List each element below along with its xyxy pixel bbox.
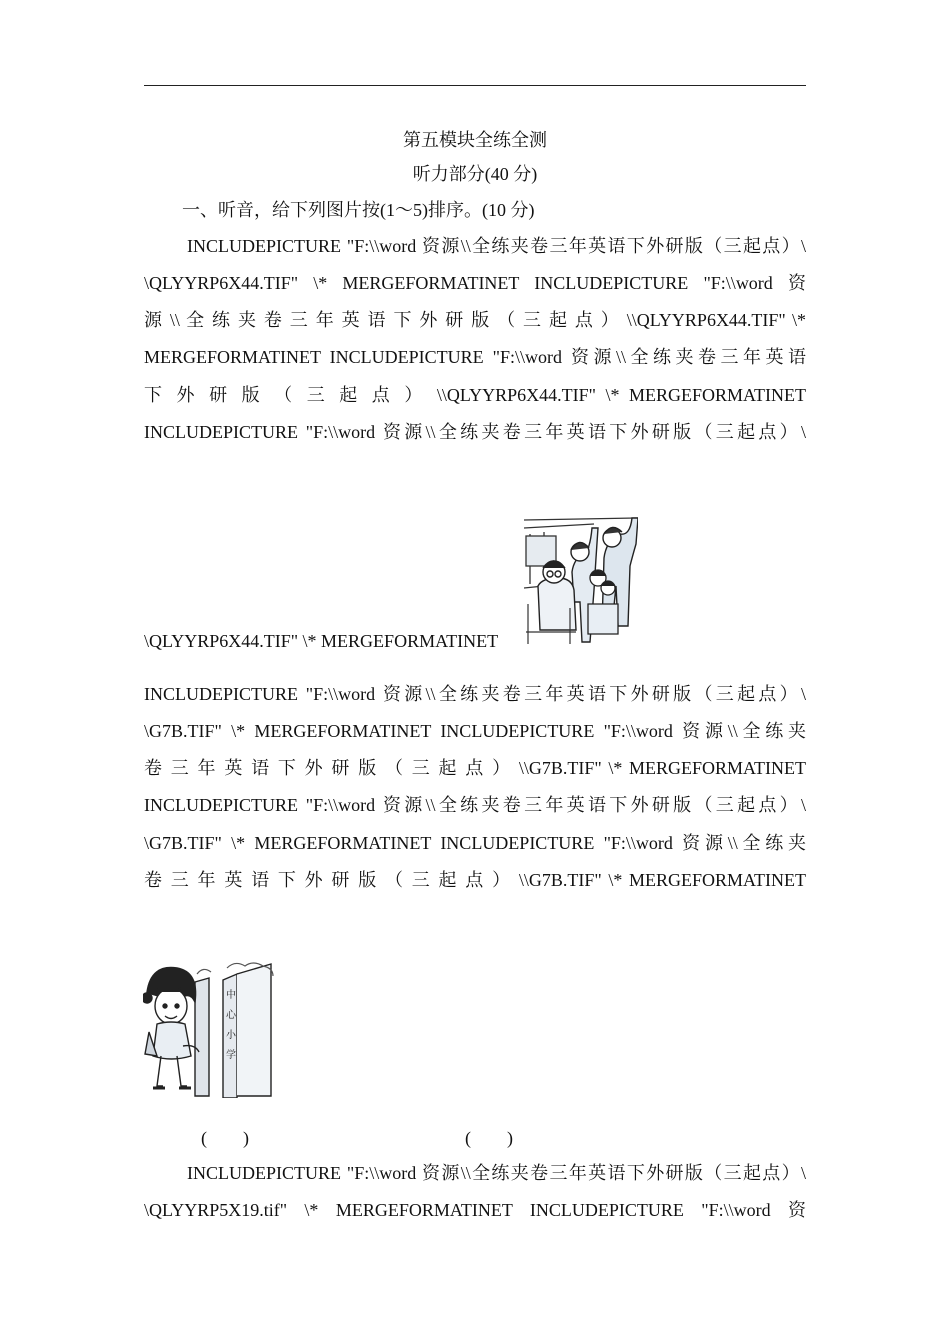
section-title: 听力部分(40 分) <box>412 164 538 184</box>
gate-sign-char: 学 <box>226 1050 236 1061</box>
page-title: 第五模块全练全测 <box>403 130 547 150</box>
text-line: INCLUDEPICTURE "F:\\word 资源\\全练夹卷三年英语下外研版（三起点）\ <box>144 684 806 704</box>
text-line: 卷 三 年 英 语 下 外 研 版 （ 三 起 点 ） \\G7B.TIF" \* MERGEFORMATINET <box>144 870 806 890</box>
text-line: MERGEFORMATINET INCLUDEPICTURE "F:\\word 资源\\全练夹卷三年英语 <box>144 347 806 367</box>
girl-school-gate-illustration <box>143 962 275 1098</box>
text-line: \QLYYRP5X19.tif" \* MERGEFORMATINET INCLUDEPICTURE "F:\\word 资 <box>144 1200 806 1220</box>
text-line: INCLUDEPICTURE "F:\\word 资源\\全练夹卷三年英语下外研版（三起点）\ <box>187 236 806 256</box>
text-line: INCLUDEPICTURE "F:\\word 资源\\全练夹卷三年英语下外研版（三起点）\ <box>144 795 806 815</box>
gate-sign-char: 中 <box>226 990 236 1001</box>
text-line: \G7B.TIF" \* MERGEFORMATINET INCLUDEPICTURE "F:\\word 资源\\全练夹 <box>144 721 806 741</box>
text-line: \QLYYRP6X44.TIF" \* MERGEFORMATINET <box>144 631 499 651</box>
answer-blank[interactable]: ( ) <box>201 1128 249 1148</box>
text-line: \G7B.TIF" \* MERGEFORMATINET INCLUDEPICTURE "F:\\word 资源\\全练夹 <box>144 833 806 853</box>
text-line: \QLYYRP6X44.TIF" \* MERGEFORMATINET INCLUDEPICTURE "F:\\word 资 <box>144 273 806 293</box>
header-rule <box>144 85 806 86</box>
text-line: 下 外 研 版 （ 三 起 点 ） \\QLYYRP6X44.TIF" \* MERGEFORMATINET <box>144 385 806 405</box>
text-line: INCLUDEPICTURE "F:\\word 资源\\全练夹卷三年英语下外研版（三起点）\ <box>144 422 806 442</box>
text-line: 卷 三 年 英 语 下 外 研 版 （ 三 起 点 ） \\G7B.TIF" \* MERGEFORMATINET <box>144 758 806 778</box>
text-line: 源 \\ 全 练 夹 卷 三 年 英 语 下 外 研 版 （ 三 起 点 ） \\QLYYRP6X44.TIF" \* <box>144 310 806 330</box>
answer-blank[interactable]: ( ) <box>465 1128 513 1148</box>
question-heading: 一、听音，给下列图片按(1～5)排序。(10 分) <box>182 200 535 220</box>
bus-passengers-illustration <box>524 514 638 648</box>
text-line: INCLUDEPICTURE "F:\\word 资源\\全练夹卷三年英语下外研版（三起点）\ <box>187 1163 806 1183</box>
gate-sign-char: 心 <box>226 1010 236 1021</box>
gate-sign-char: 小 <box>226 1030 236 1041</box>
